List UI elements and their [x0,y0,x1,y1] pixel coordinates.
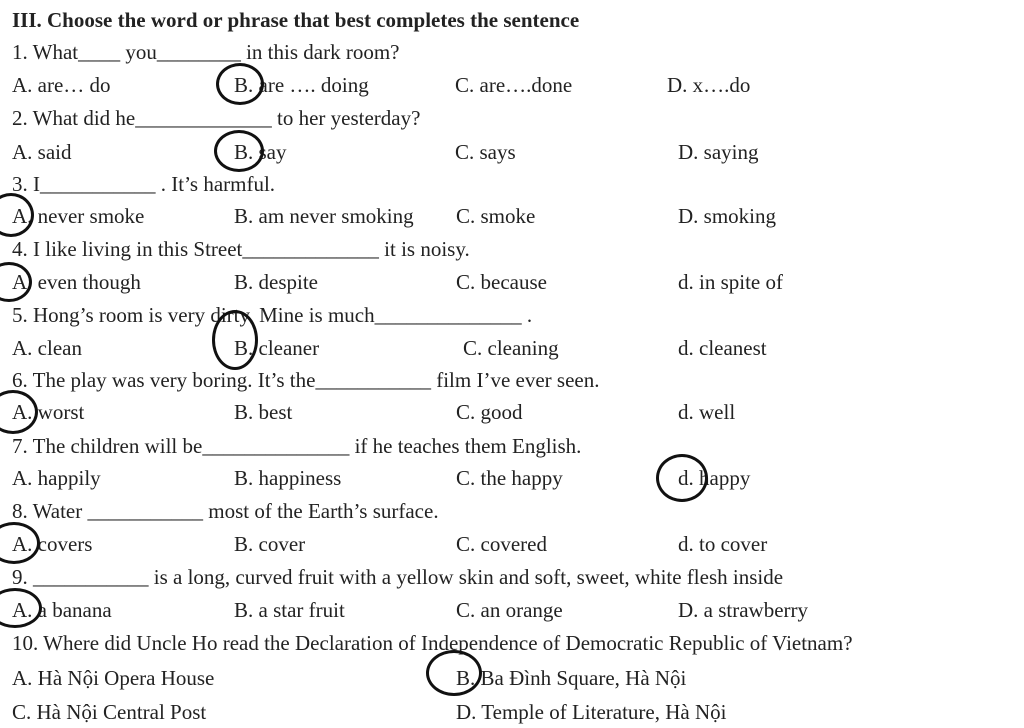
question-4-option-c[interactable]: C. because [456,270,547,294]
question-6-option-b[interactable]: B. best [234,400,293,424]
question-5-stem: 5. Hong’s room is very dirty. Mine is much______________ . [12,303,533,327]
question-4-option-a[interactable]: A. even though [12,270,141,294]
question-9-option-b[interactable]: B. a star fruit [234,598,345,622]
question-5-option-b[interactable]: B. cleaner [234,336,320,360]
question-9-stem: 9. ___________ is a long, curved fruit with a yellow skin and soft, sweet, white flesh inside [12,565,784,589]
question-8-option-d[interactable]: d. to cover [678,532,768,556]
question-7-option-d[interactable]: d. happy [678,466,751,490]
question-8-option-c[interactable]: C. covered [456,532,547,556]
question-2-stem: 2. What did he_____________ to her yesterday? [12,106,421,130]
section-title: III. Choose the word or phrase that best completes the sentence [12,8,580,32]
question-1-option-b[interactable]: B. are …. doing [234,73,369,97]
question-7-option-c[interactable]: C. the happy [456,466,563,490]
question-9-option-d[interactable]: D. a strawberry [678,598,809,622]
question-10-stem: 10. Where did Uncle Ho read the Declaration of Independence of Democratic Republic of Vietnam? [12,631,853,655]
question-6-option-d[interactable]: d. well [678,400,736,424]
question-10-option-a[interactable]: A. Hà Nội Opera House [12,666,215,690]
question-2-option-c[interactable]: C. says [455,140,516,164]
question-7-option-a[interactable]: A. happily [12,466,101,490]
question-4-option-b[interactable]: B. despite [234,270,318,294]
question-9-option-c[interactable]: C. an orange [456,598,563,622]
question-3-option-a[interactable]: A. never smoke [12,204,145,228]
question-8-option-b[interactable]: B. cover [234,532,306,556]
question-1-stem: 1. What____ you________ in this dark room? [12,40,400,64]
question-3-option-c[interactable]: C. smoke [456,204,536,228]
question-6-option-c[interactable]: C. good [456,400,523,424]
question-3-option-d[interactable]: D. smoking [678,204,777,228]
question-5-option-d[interactable]: d. cleanest [678,336,767,360]
question-3-stem: 3. I___________ . It’s harmful. [12,172,276,196]
question-7-option-b[interactable]: B. happiness [234,466,342,490]
question-10-option-b[interactable]: B. Ba Đình Square, Hà Nội [456,666,687,690]
question-6-stem: 6. The play was very boring. It’s the___________ film I’ve ever seen. [12,368,600,392]
question-6-option-a[interactable]: A. worst [12,400,85,424]
question-1-option-c[interactable]: C. are….done [455,73,573,97]
question-1-option-a[interactable]: A. are… do [12,73,111,97]
question-10-option-d[interactable]: D. Temple of Literature, Hà Nội [456,700,727,724]
question-4-stem: 4. I like living in this Street_____________ it is noisy. [12,237,470,261]
question-2-option-a[interactable]: A. said [12,140,72,164]
question-5-option-a[interactable]: A. clean [12,336,82,360]
question-1-option-d[interactable]: D. x….do [667,73,751,97]
question-8-stem: 8. Water ___________ most of the Earth’s surface. [12,499,439,523]
question-10-option-c[interactable]: C. Hà Nội Central Post [12,700,207,724]
question-2-option-b[interactable]: B. say [234,140,287,164]
question-9-option-a[interactable]: A. a banana [12,598,112,622]
question-5-option-c[interactable]: C. cleaning [463,336,559,360]
question-8-option-a[interactable]: A. covers [12,532,93,556]
question-3-option-b[interactable]: B. am never smoking [234,204,414,228]
question-4-option-d[interactable]: d. in spite of [678,270,783,294]
question-2-option-d[interactable]: D. saying [678,140,759,164]
question-7-stem: 7. The children will be______________ if he teaches them English. [12,434,582,458]
